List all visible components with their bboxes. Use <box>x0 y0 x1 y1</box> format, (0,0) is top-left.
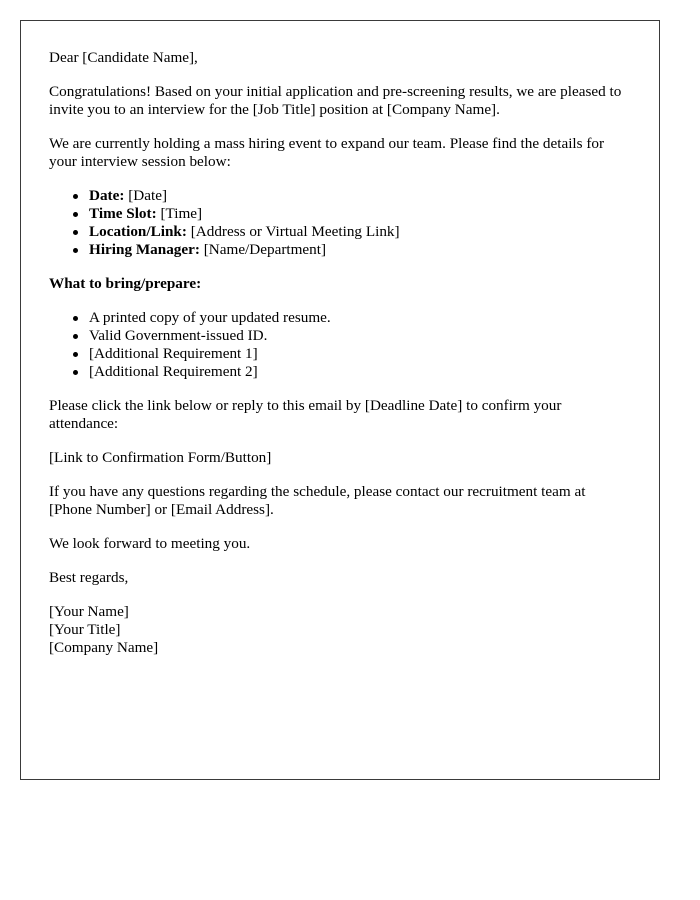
detail-label: Time Slot: <box>89 205 157 222</box>
detail-item-hiring-manager <box>89 241 631 259</box>
bring-heading: What to bring/prepare: <box>49 275 202 292</box>
signature-name: [Your Name] <box>49 603 129 620</box>
detail-label: Date: <box>89 187 125 204</box>
detail-value: [Name/Department] <box>199 241 327 258</box>
confirm-paragraph: Please click the link below or reply to this email by [Deadline Date] to confirm your attendance: <box>49 397 562 432</box>
signature-block <box>49 603 631 657</box>
bring-list <box>49 309 631 381</box>
look-forward-paragraph: We look forward to meeting you. <box>49 535 251 552</box>
bring-item: A printed copy of your updated resume. <box>89 309 631 327</box>
bring-item: Valid Government-issued ID. <box>89 327 631 345</box>
detail-label: Hiring Manager: <box>89 241 200 258</box>
letter-document <box>20 20 660 780</box>
detail-label: Location/Link: <box>89 223 187 240</box>
signature-company: [Company Name] <box>49 639 159 656</box>
detail-value: [Date] <box>124 187 168 204</box>
salutation: Dear [Candidate Name], <box>49 49 198 66</box>
interview-details-list <box>49 187 631 259</box>
signature-title: [Your Title] <box>49 621 121 638</box>
detail-value: [Time] <box>156 205 203 222</box>
detail-item-date <box>89 187 631 205</box>
detail-item-time-slot <box>89 205 631 223</box>
detail-item-location <box>89 223 631 241</box>
bring-item: [Additional Requirement 2] <box>89 363 631 381</box>
confirmation-link-placeholder: [Link to Confirmation Form/Button] <box>49 449 272 466</box>
questions-paragraph: If you have any questions regarding the schedule, please contact our recruitment team at [Phone Number] or [Email Address]. <box>49 483 586 518</box>
detail-value: [Address or Virtual Meeting Link] <box>186 223 400 240</box>
intro-paragraph: Congratulations! Based on your initial application and pre-screening results, we are pleased to invite you to an interview for the [Job Title] position at [Company Name]. <box>49 83 622 118</box>
event-paragraph: We are currently holding a mass hiring event to expand our team. Please find the details for your interview session below: <box>49 135 605 170</box>
bring-item: [Additional Requirement 1] <box>89 345 631 363</box>
closing: Best regards, <box>49 569 129 586</box>
